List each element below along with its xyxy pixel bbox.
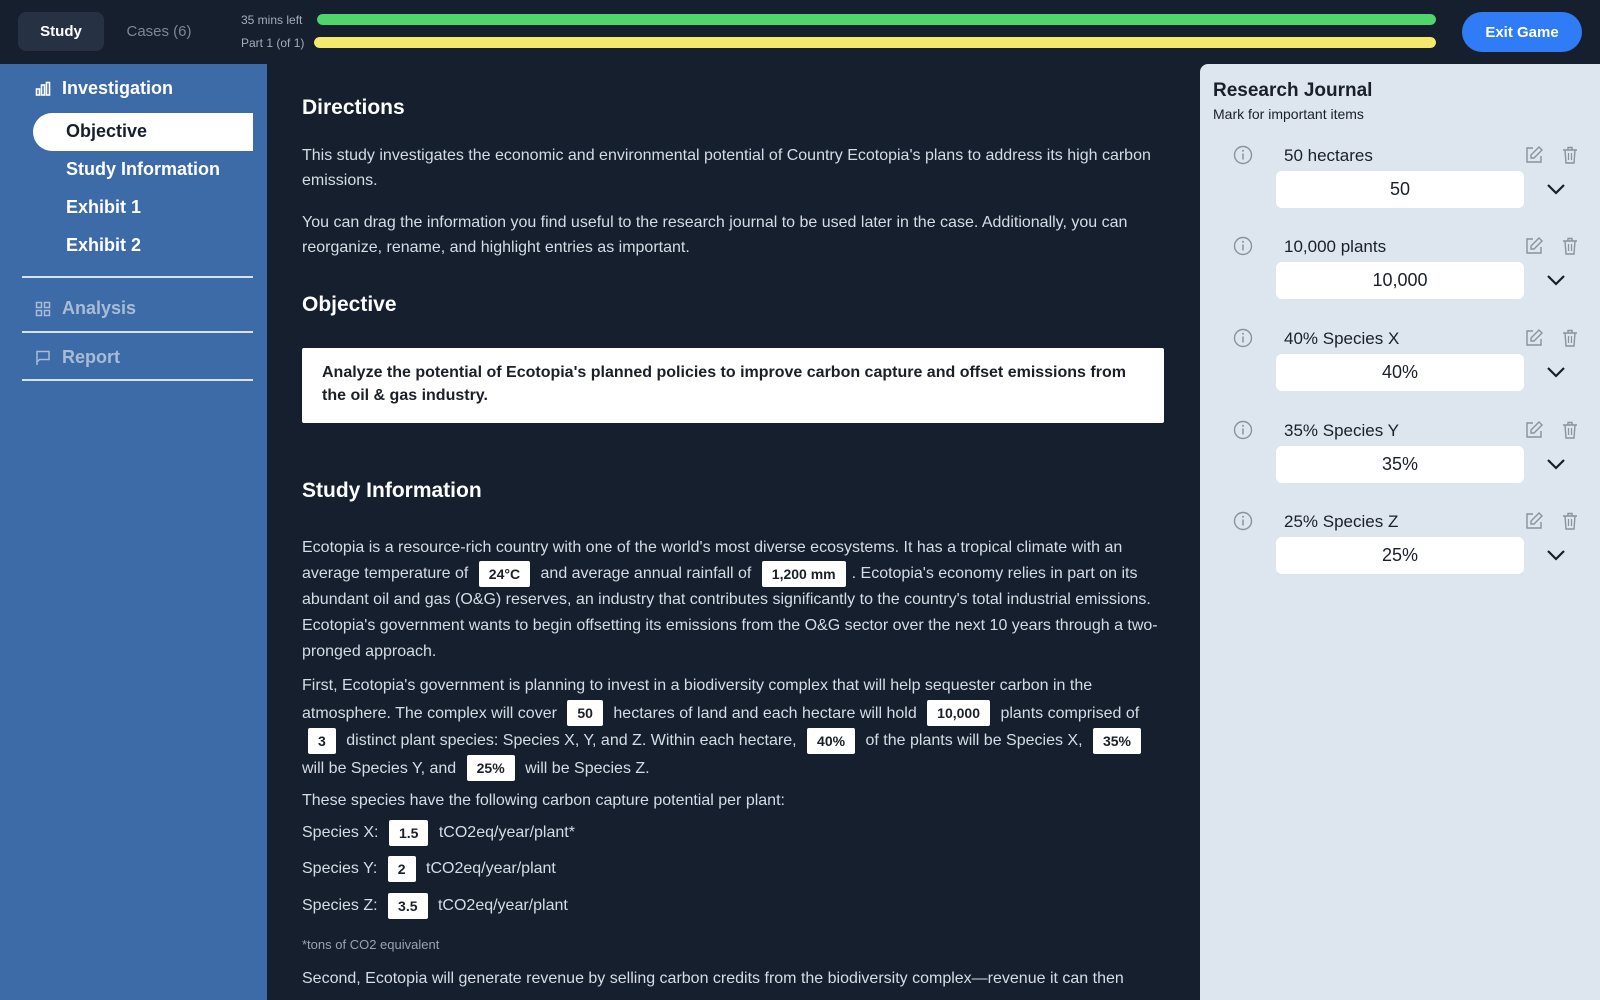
top-bar [0, 0, 1600, 64]
info-icon[interactable] [1233, 328, 1253, 348]
percent-z-chip[interactable]: 25% [467, 755, 515, 781]
species-count-chip[interactable]: 3 [308, 728, 336, 754]
edit-icon[interactable] [1524, 145, 1544, 165]
sidebar-item-exhibit-1[interactable]: Exhibit 1 [66, 197, 142, 217]
text-span: will be Species Z. [525, 759, 650, 777]
part-progress-bar [314, 37, 1436, 48]
nav-report[interactable] [34, 347, 120, 368]
hectares-chip[interactable]: 50 [567, 700, 603, 726]
sidebar-item-exhibit-2[interactable]: Exhibit 2 [66, 235, 142, 255]
species-unit: tCO2eq/year/plant [437, 897, 568, 915]
bar-chart-icon [34, 80, 52, 98]
nav-investigation-label: Investigation [62, 78, 174, 98]
nav-report-label: Report [62, 347, 120, 367]
objective-heading: Objective [302, 293, 397, 316]
part-progress-fill [314, 37, 1436, 48]
species-y-row [302, 856, 556, 882]
edit-icon[interactable] [1524, 236, 1544, 256]
time-progress-bar [317, 14, 1436, 25]
journal-entry[interactable] [1200, 511, 1600, 591]
rainfall-chip[interactable]: 1,200 mm [762, 561, 846, 587]
info-icon[interactable] [1233, 511, 1253, 531]
journal-entry-label: 35% Species Y [1284, 421, 1399, 440]
text-span: and average annual rainfall of [540, 565, 752, 583]
percent-x-chip[interactable]: 40% [807, 728, 855, 754]
trash-icon[interactable] [1561, 420, 1579, 440]
journal-title: Research Journal [1213, 80, 1373, 101]
study-paragraph-1 [302, 535, 1164, 665]
chevron-down-icon[interactable] [1544, 362, 1568, 382]
grid-icon [34, 300, 52, 318]
species-unit: tCO2eq/year/plant [426, 860, 556, 878]
sidebar-item-study-information[interactable]: Study Information [66, 159, 220, 179]
text-span: Ecotopia is a resource-rich country with one of the world's most diverse ecosystems. It has a tropical climate with an average temperature of [302, 539, 1123, 583]
text-span: of the plants will be Species X, [865, 732, 1083, 749]
nav-analysis[interactable] [34, 298, 136, 319]
plants-chip[interactable]: 10,000 [927, 700, 990, 726]
species-label: Species Z: [302, 897, 378, 915]
nav-analysis-label: Analysis [62, 298, 137, 318]
species-label: Species X: [302, 824, 379, 842]
journal-entry-value-input[interactable] [1276, 537, 1524, 574]
journal-entry[interactable] [1200, 420, 1600, 500]
edit-icon[interactable] [1524, 511, 1544, 531]
main-content [267, 64, 1200, 1000]
study-paragraph-3: Second, Ecotopia will generate revenue by selling carbon credits from the biodiversity complex—revenue it can then [302, 970, 1124, 987]
journal-entry[interactable] [1200, 145, 1600, 225]
journal-entry-label: 10,000 plants [1284, 237, 1387, 256]
species-z-row [302, 893, 568, 919]
temperature-chip[interactable]: 24°C [479, 561, 530, 587]
research-journal [1200, 64, 1600, 1000]
edit-icon[interactable] [1524, 420, 1544, 440]
species-x-capture-chip[interactable]: 1.5 [389, 820, 428, 846]
divider [22, 379, 253, 381]
text-span: . Ecotopia's economy relies in part on its abundant oil and gas (O&G) reserves, an industry that contributes significantly to the country's total industrial emissions. Ecotopia's government wants to begin offsetting its emissions from the O&G sector over the next 10 years through a two-pronged approach. [302, 565, 1158, 661]
part-label: Part 1 (of 1) [241, 36, 305, 50]
trash-icon[interactable] [1561, 145, 1579, 165]
trash-icon[interactable] [1561, 328, 1579, 348]
exit-game-button[interactable]: Exit Game [1462, 12, 1582, 52]
info-icon[interactable] [1233, 236, 1253, 256]
footnote: *tons of CO2 equivalent [302, 937, 440, 952]
nav-investigation[interactable] [34, 78, 173, 99]
info-icon[interactable] [1233, 145, 1253, 165]
species-unit: tCO2eq/year/plant* [438, 824, 575, 842]
trash-icon[interactable] [1561, 511, 1579, 531]
capture-intro: These species have the following carbon capture potential per plant: [302, 792, 785, 809]
study-information-heading: Study Information [302, 479, 482, 502]
journal-entry[interactable] [1200, 328, 1600, 408]
journal-entry-label: 40% Species X [1284, 329, 1400, 348]
chevron-down-icon[interactable] [1544, 454, 1568, 474]
time-left-label: 35 mins left [241, 13, 303, 27]
directions-heading: Directions [302, 96, 405, 119]
study-paragraph-2 [302, 672, 1164, 782]
species-label: Species Y: [302, 860, 378, 878]
text-span: distinct plant species: Species X, Y, and Z. Within each hectare, [346, 732, 797, 749]
text-span: will be Species Y, and [302, 759, 457, 777]
tab-study[interactable]: Study [18, 12, 104, 51]
journal-entry-value-input[interactable] [1276, 262, 1524, 299]
text-span: First, Ecotopia's government is planning to invest in a biodiversity complex that will help sequester carbon in the atmosphere. The complex will cover [302, 677, 1093, 722]
sidebar [0, 64, 267, 1000]
divider [22, 276, 253, 278]
flag-icon [34, 349, 52, 367]
directions-paragraph-2: You can drag the information you find useful to the research journal to be used later in the case. Additionally, you can reorganize, rename, and highlight entries as important. [302, 214, 1128, 256]
journal-entry-value-input[interactable] [1276, 171, 1524, 208]
text-span: plants comprised of [1000, 704, 1140, 722]
chevron-down-icon[interactable] [1544, 545, 1568, 565]
text-span: hectares of land and each hectare will hold [613, 704, 917, 722]
sidebar-item-objective[interactable]: Objective [66, 121, 148, 141]
journal-entry[interactable] [1200, 236, 1600, 316]
species-y-capture-chip[interactable]: 2 [388, 856, 416, 882]
species-x-row [302, 820, 575, 846]
species-z-capture-chip[interactable]: 3.5 [388, 893, 427, 919]
tab-cases[interactable]: Cases (6) [126, 23, 192, 40]
info-icon[interactable] [1233, 420, 1253, 440]
journal-entry-value-input[interactable] [1276, 354, 1524, 391]
time-progress-fill [317, 14, 1436, 25]
journal-entry-label: 50 hectares [1284, 146, 1373, 165]
directions-paragraph-1: This study investigates the economic and environmental potential of Country Ecotopia's plans to address its high carbon emissions. [302, 147, 1151, 189]
trash-icon[interactable] [1561, 236, 1579, 256]
journal-entry-value-input[interactable] [1276, 446, 1524, 483]
journal-subtitle: Mark for important items [1213, 106, 1364, 122]
chevron-down-icon[interactable] [1544, 179, 1568, 199]
percent-y-chip[interactable]: 35% [1093, 728, 1141, 754]
objective-box: Analyze the potential of Ecotopia's planned policies to improve carbon capture and offset emissions from the oil & gas industry. [302, 348, 1164, 423]
edit-icon[interactable] [1524, 328, 1544, 348]
journal-entry-label: 25% Species Z [1284, 512, 1399, 531]
divider [22, 331, 253, 333]
chevron-down-icon[interactable] [1544, 270, 1568, 290]
